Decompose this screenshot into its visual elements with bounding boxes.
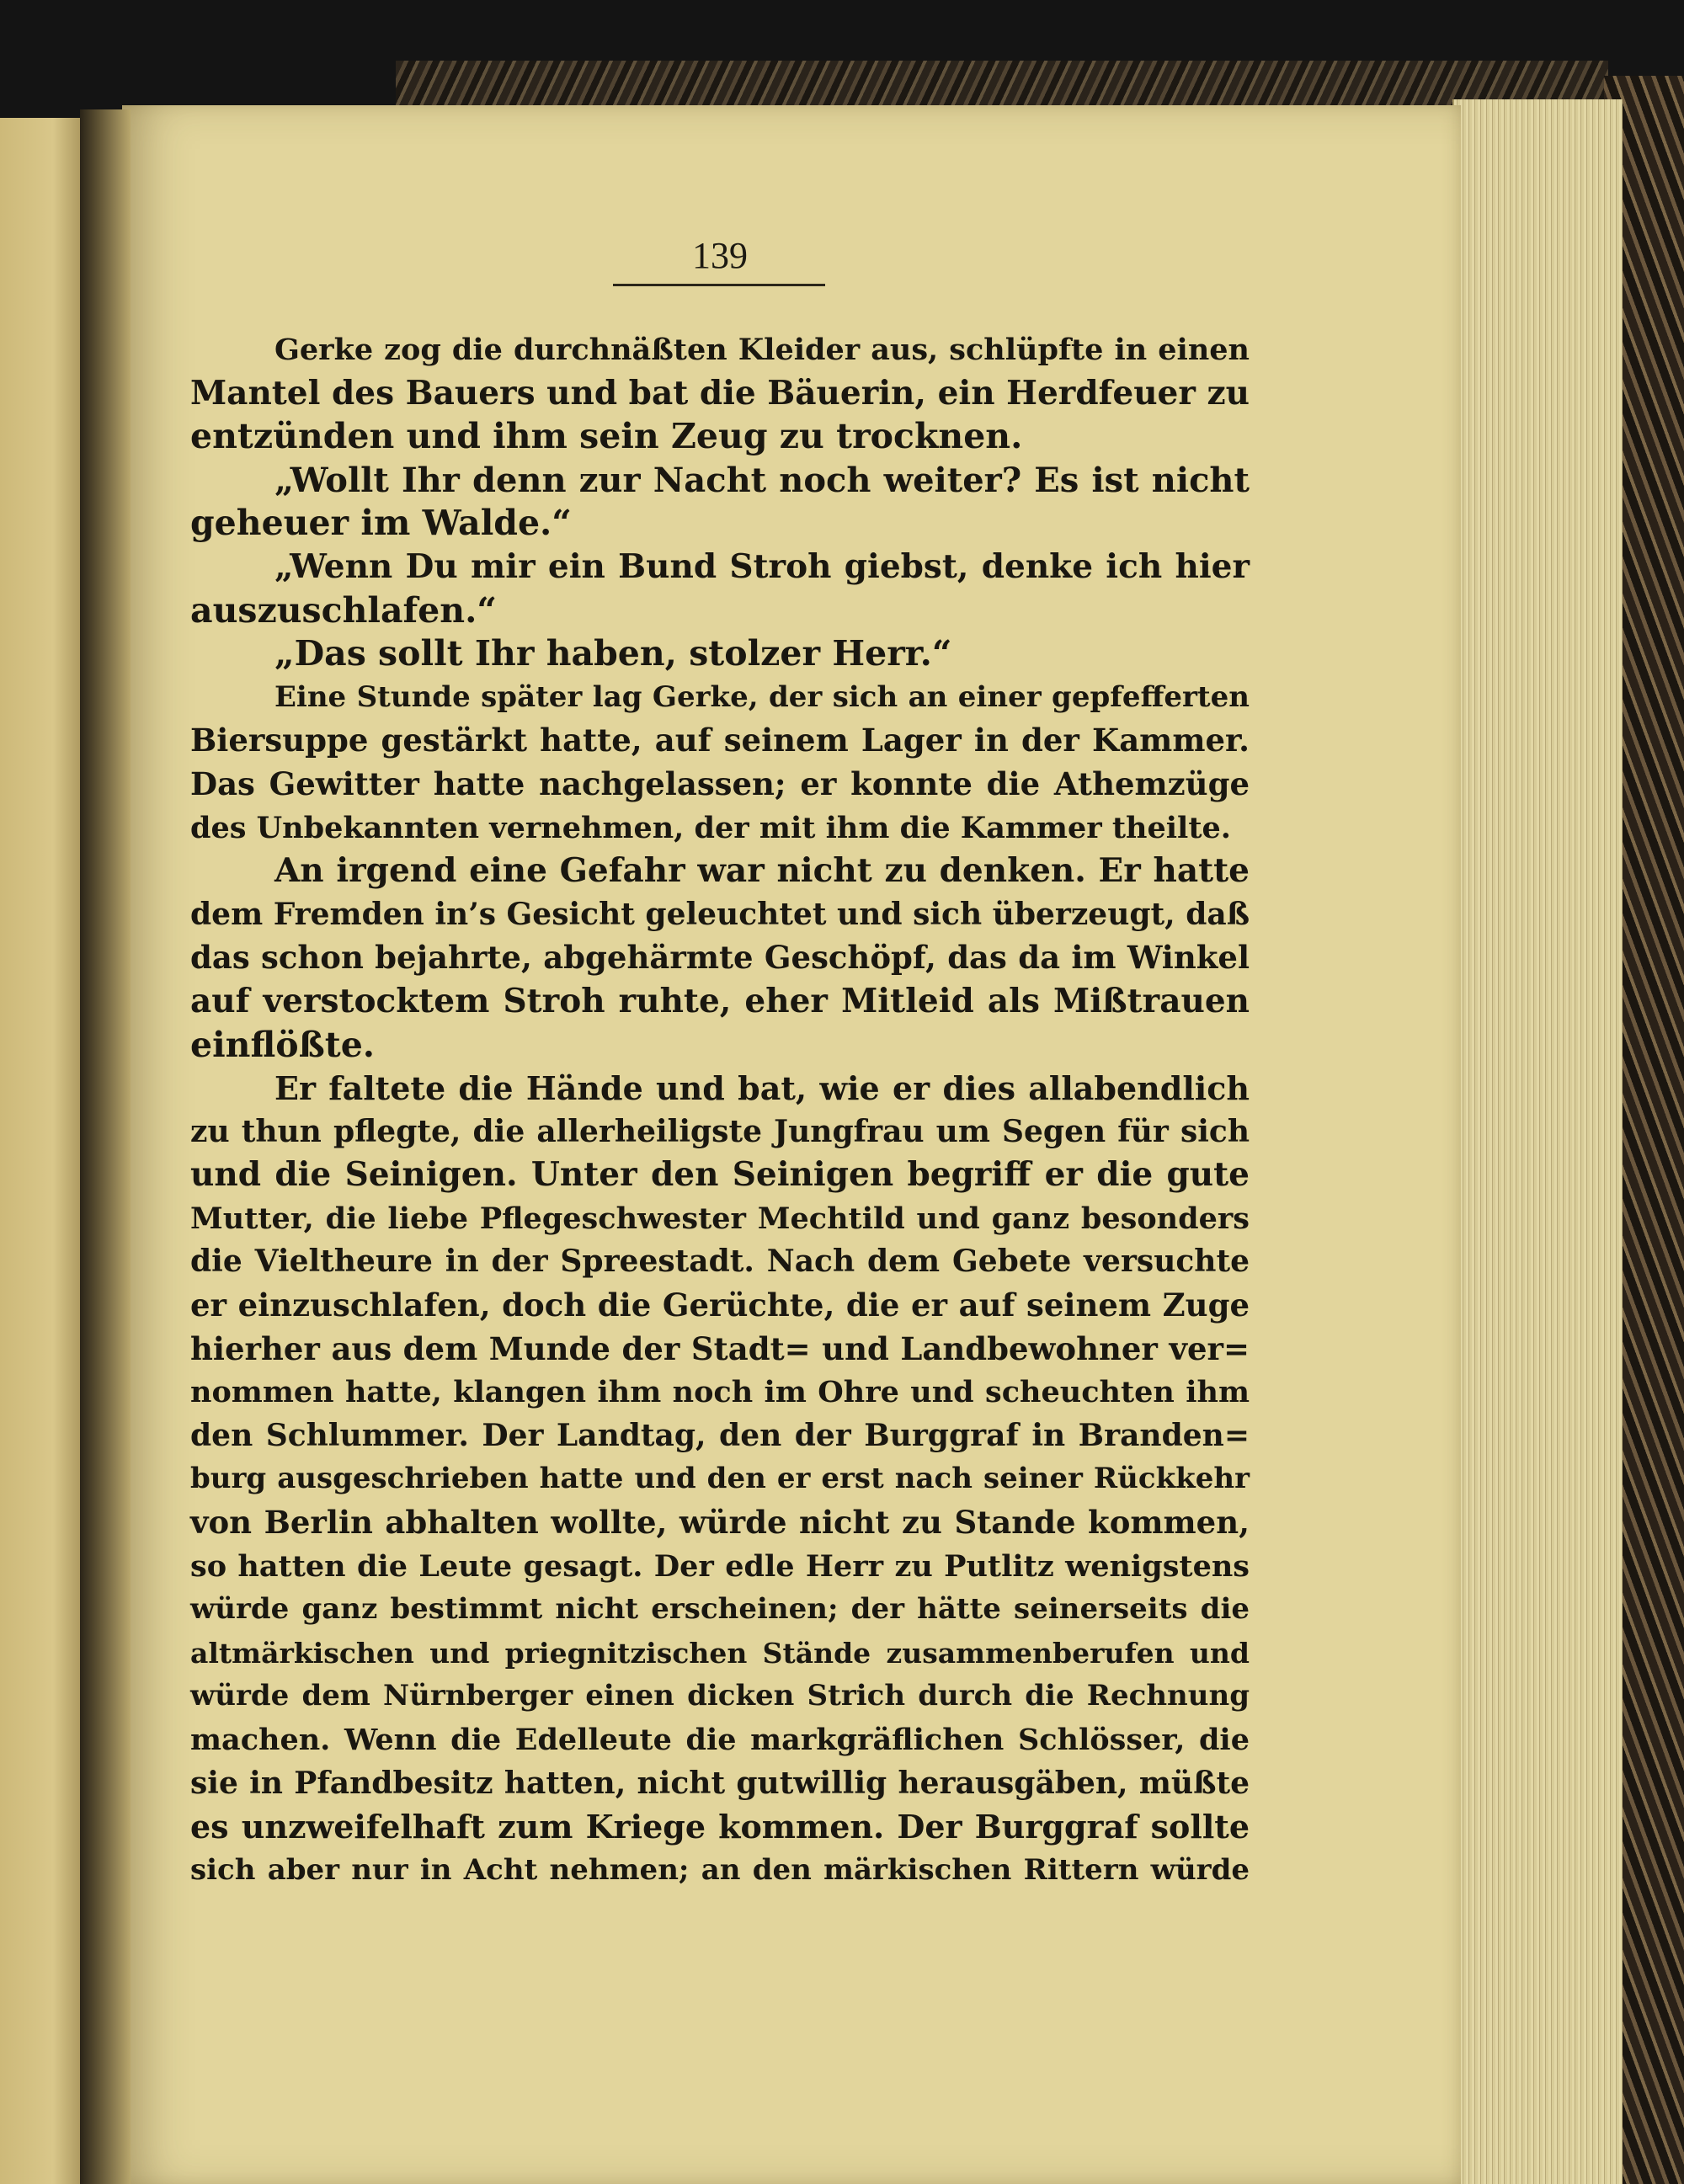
- text-line: Mutter, die liebe Pflegeschwester Mechtild und ganz besonders: [190, 1201, 1250, 1236]
- text-line: „Wollt Ihr denn zur Nacht noch weiter? Es ist nicht: [274, 460, 1250, 500]
- text-line: den Schlummer. Der Landtag, den der Burggraf in Branden=: [190, 1417, 1250, 1453]
- text-line: machen. Wenn die Edelleute die markgräflichen Schlösser, die: [190, 1723, 1250, 1757]
- text-line: Das Gewitter hatte nachgelassen; er konnte die Athemzüge: [190, 764, 1250, 802]
- text-line: entzünden und ihm sein Zeug zu trocknen.: [190, 416, 1023, 457]
- text-line: von Berlin abhalten wollte, würde nicht zu Stande kommen,: [190, 1504, 1250, 1542]
- text-line: burg ausgeschrieben hatte und den er erst nach seiner Rückkehr: [190, 1462, 1250, 1496]
- text-line: die Vieltheure in der Spreestadt. Nach dem Gebete versuchte: [190, 1244, 1250, 1280]
- page-number: 139: [692, 235, 748, 276]
- page-number-rule: [613, 284, 825, 286]
- text-line: „Das sollt Ihr haben, stolzer Herr.“: [274, 633, 952, 674]
- text-line: Gerke zog die durchnäßten Kleider aus, schlüpfte in einen: [274, 333, 1250, 367]
- text-line: altmärkischen und priegnitzischen Stände zusammenberufen und: [190, 1636, 1250, 1670]
- text-line: das schon bejahrte, abgehärmte Geschöpf, das da im Winkel: [190, 939, 1250, 977]
- text-line: Er faltete die Hände und bat, wie er dies allabendlich: [274, 1069, 1250, 1108]
- text-line: würde dem Nürnberger einen dicken Strich durch die Rechnung: [190, 1679, 1250, 1713]
- text-line: geheuer im Walde.“: [190, 503, 572, 544]
- body-text: [190, 328, 1250, 1892]
- text-line: würde ganz bestimmt nicht erscheinen; der hätte seinerseits die: [190, 1592, 1250, 1627]
- text-line: An irgend eine Gefahr war nicht zu denken. Er hatte: [274, 851, 1250, 891]
- text-line: hierher aus dem Munde der Stadt= und Landbewohner ver=: [190, 1329, 1250, 1367]
- text-line: auszuschlafen.“: [190, 589, 497, 631]
- text-line: „Wenn Du mir ein Bund Stroh giebst, denke ich hier: [274, 546, 1250, 586]
- text-line: er einzuschlafen, doch die Gerüchte, die er auf seinem Zuge: [190, 1286, 1250, 1324]
- text-line: sie in Pfandbesitz hatten, nicht gutwillig herausgäben, müßte: [190, 1765, 1250, 1801]
- text-line: sich aber nur in Acht nehmen; an den märkischen Rittern würde: [190, 1852, 1250, 1887]
- text-line: einflößte.: [190, 1024, 376, 1065]
- text-line: so hatten die Leute gesagt. Der edle Herr zu Putlitz wenigstens: [190, 1548, 1250, 1584]
- text-line: des Unbekannten vernehmen, der mit ihm die Kammer theilte.: [190, 810, 1231, 845]
- text-line: Mantel des Bauers und bat die Bäuerin, ein Herdfeuer zu: [190, 373, 1250, 413]
- text-line: Biersuppe gestärkt hatte, auf seinem Lager in der Kammer.: [190, 722, 1250, 759]
- page-stack-edge: [1452, 99, 1623, 2184]
- text-line: nommen hatte, klangen ihm noch im Ohre und scheuchten ihm: [190, 1375, 1250, 1410]
- text-line: zu thun pflegte, die allerheiligste Jungfrau um Segen für sich: [190, 1113, 1250, 1149]
- text-line: auf verstocktem Stroh ruhte, eher Mitleid als Mißtrauen: [190, 981, 1250, 1020]
- text-line: dem Fremden in’s Gesicht geleuchtet und sich überzeugt, daß: [190, 896, 1250, 932]
- book-gutter: [80, 109, 131, 2184]
- text-line: und die Seinigen. Unter den Seinigen begriff er die gute: [190, 1155, 1250, 1195]
- text-line: es unzweifelhaft zum Kriege kommen. Der Burggraf sollte: [190, 1808, 1250, 1846]
- left-page-edge: [0, 118, 88, 2184]
- text-line: Eine Stunde später lag Gerke, der sich an einer gepfefferten: [274, 679, 1250, 714]
